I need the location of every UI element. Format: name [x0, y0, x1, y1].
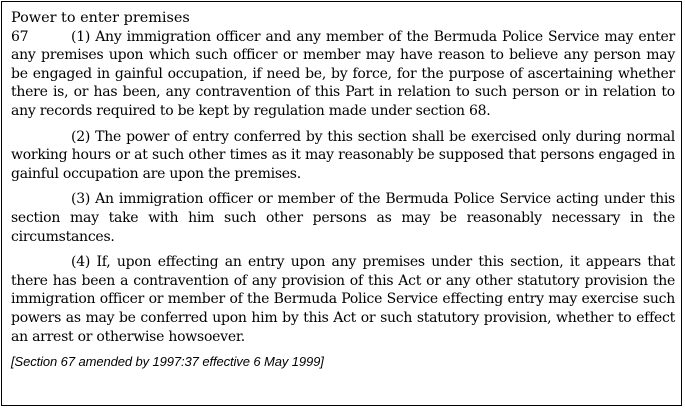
subsection-2-text: (2) The power of entry conferred by this section shall be exercised only during normal working hours or at such other times as it may reasonably be supposed that persons engaged in gainful occupation are upon the premises.	[11, 128, 675, 182]
subsection-4-text: (4) If, upon effecting an entry upon any premises under this section, it appears that there has been a contravention of any provision of this Act or any other statutory provision the immigration officer or member of the Bermuda Police Service effecting entry may exercise such powers as may be conferred upon him by this Act or such statutory provision, whether to effect an arrest or otherwise howsoever.	[11, 254, 675, 345]
subsection-3	[11, 190, 675, 246]
subsection-3-text: (3) An immigration officer or member of the Bermuda Police Service acting under this section may take with him such other persons as may be reasonably necessary in the circumstances.	[11, 191, 675, 245]
subsection-1	[11, 28, 675, 121]
section-number: 67	[11, 28, 29, 45]
subsection-1-text: (1) Any immigration officer and any member of the Bermuda Police Service may enter any premises upon which such officer or member may have reason to believe any person may be engaged in gainful occupation, if need be, by force, for the purpose of ascertaining whether there is, or has been, any contravention of this Part in relation to such person or in relation to any records required to be kept by regulation made under section 68.	[11, 28, 675, 119]
document-frame	[1, 1, 682, 406]
subsection-2	[11, 128, 675, 184]
subsection-4	[11, 253, 675, 346]
section-content	[11, 9, 675, 372]
amendment-history-note: [Section 67 amended by 1997:37 effective 6 May 1999]	[11, 354, 324, 370]
section-heading: Power to enter premises	[11, 10, 190, 26]
